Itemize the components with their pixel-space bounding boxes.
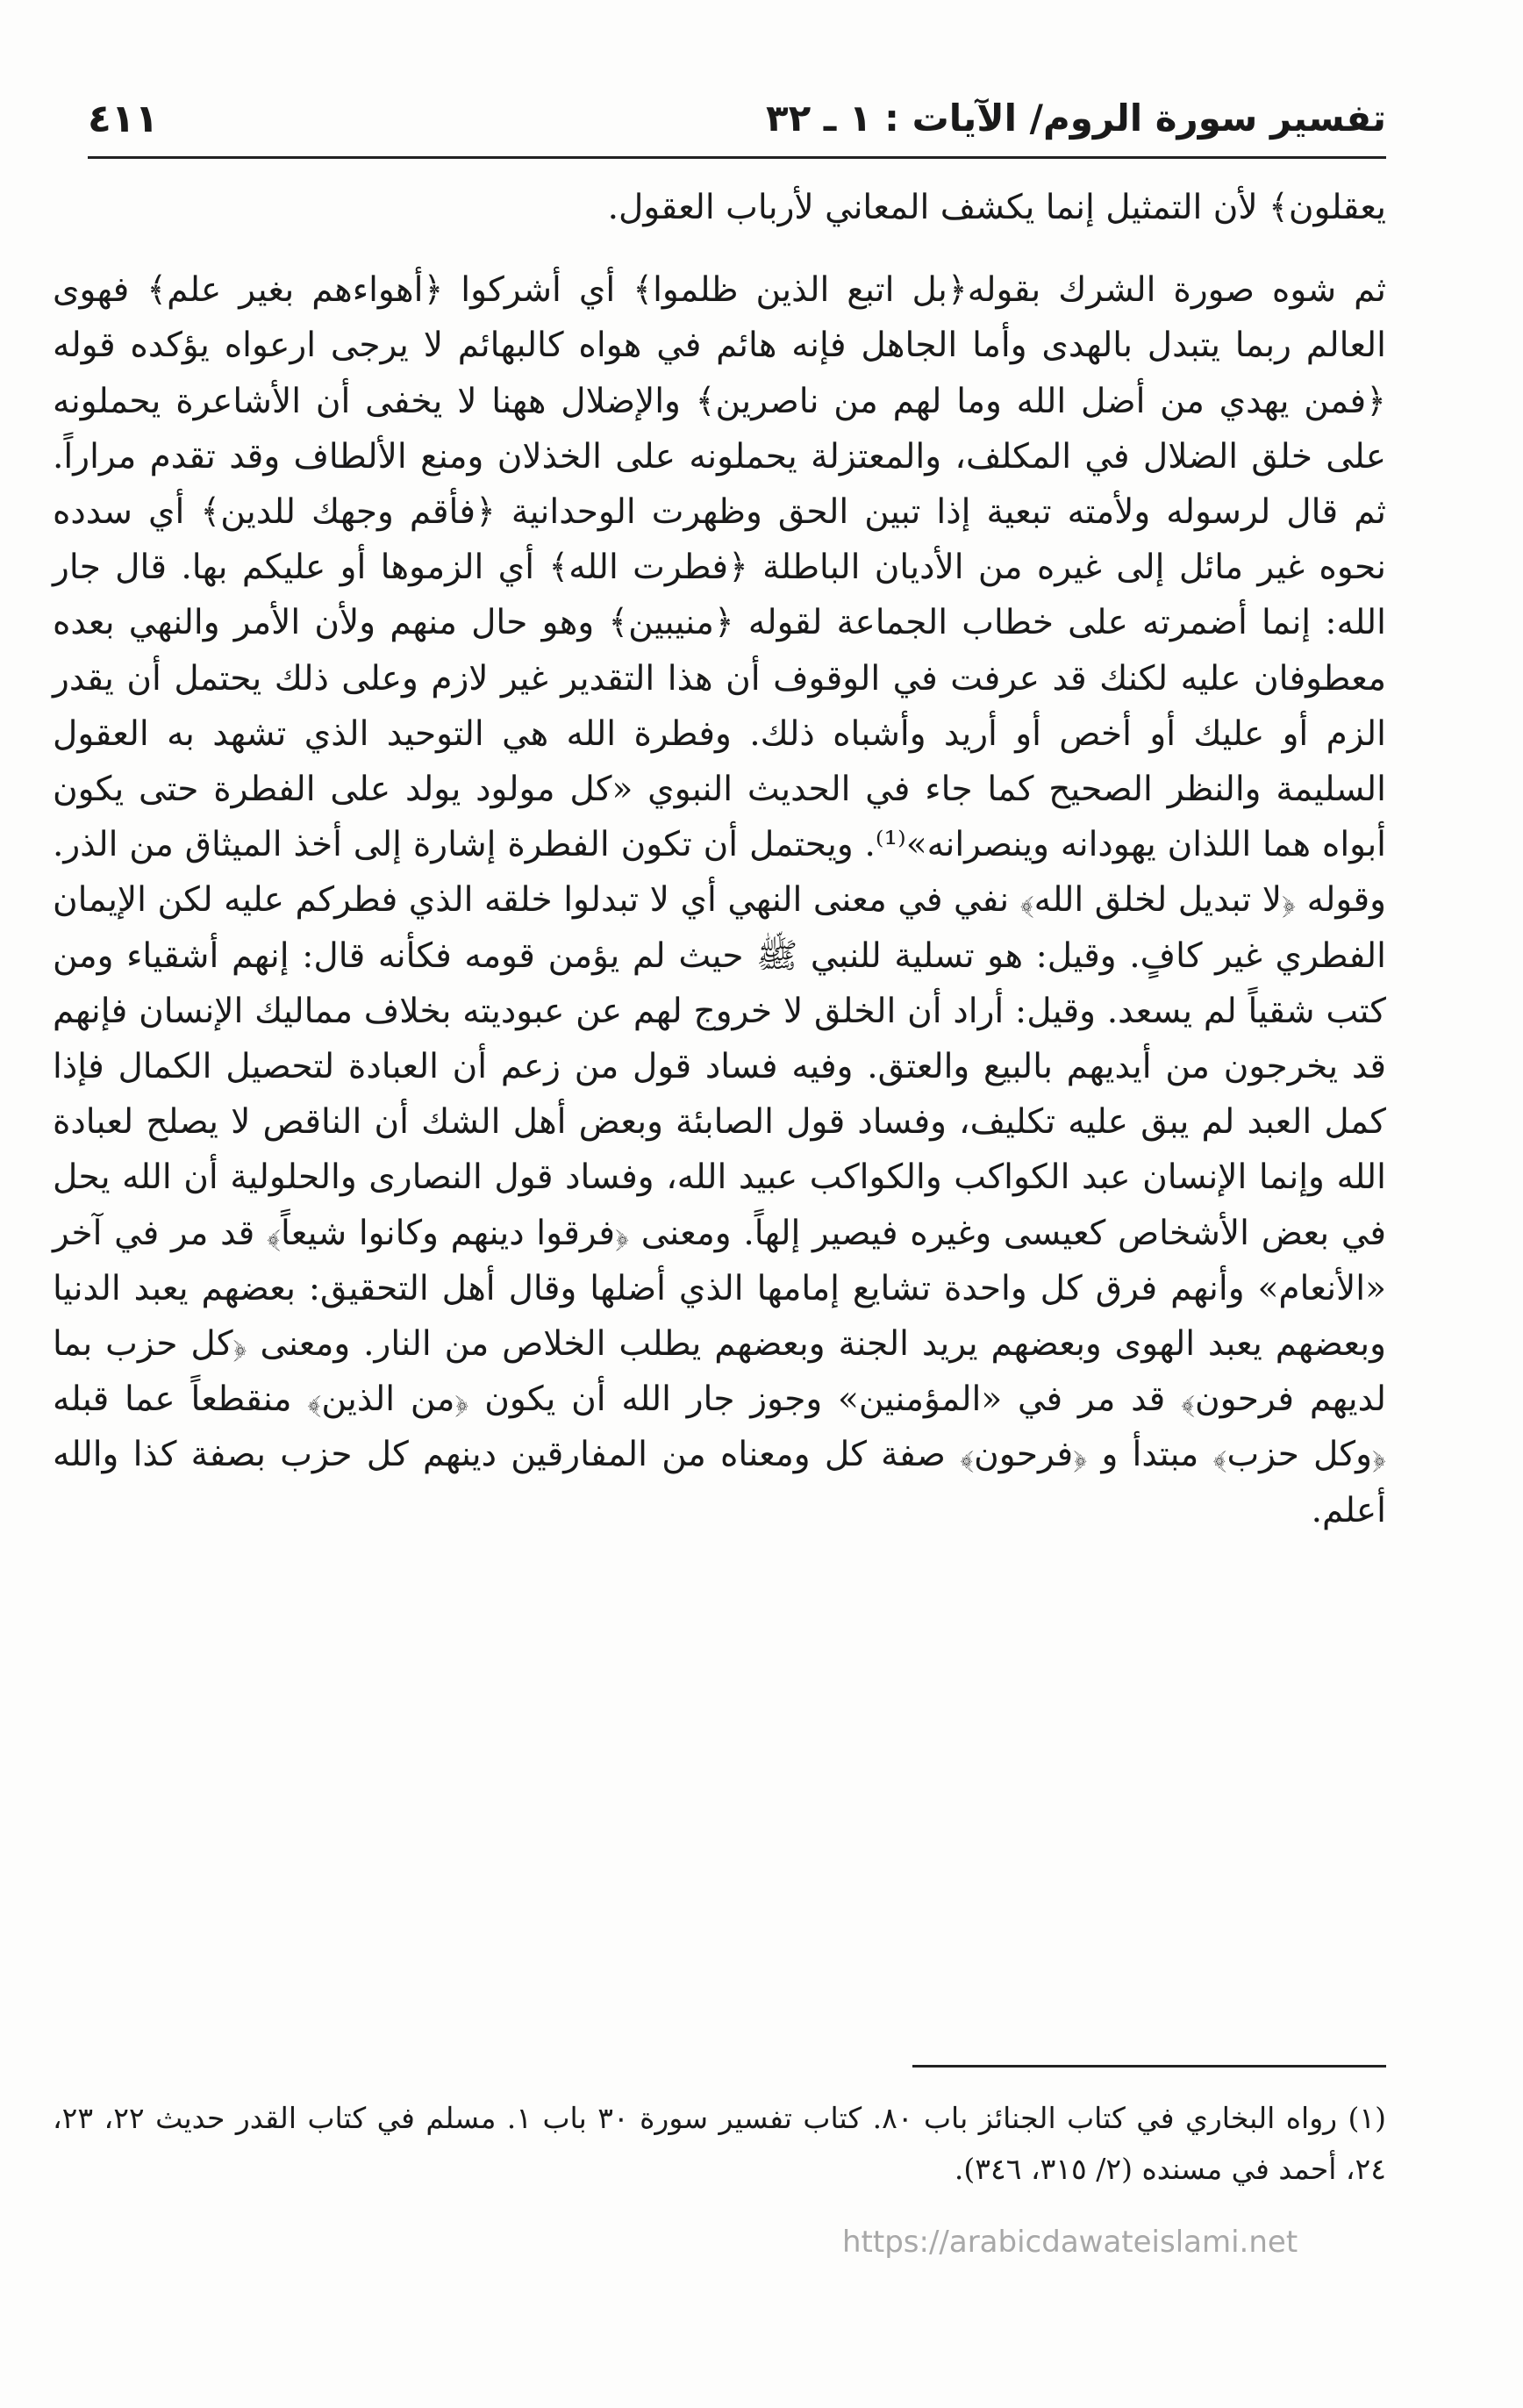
running-title: تفسير سورة الروم/ الآيات : ١ ـ ٣٢	[766, 97, 1386, 140]
header-rule	[88, 156, 1386, 159]
paragraph-main: ثم شوه صورة الشرك بقوله﴿بل اتبع الذين ظلموا﴾ أي أشركوا ﴿أهواءهم بغير علم﴾ فهوى العالم ربما يتبدل بالهدى وأما الجاهل فإنه هائم في هواه كالبهائم لا يرجى ارعواه يؤكده قوله ﴿فمن يهدي من أضل الله وما لهم من ناصرين﴾ والإضلال ههنا لا يخفى أن الأشاعرة يحملونه على خلق الضلال في المكلف، والمعتزلة يحملونه على الخذلان ومنع الألطاف وقد تقدم مراراً. ثم قال لرسوله ولأمته تبعية إذا تبين الحق وظهرت الوحدانية ﴿فأقم وجهك للدين﴾ أي سدده نحوه غير مائل إلى غيره من الأديان الباطلة ﴿فطرت الله﴾ أي الزموها أو عليكم بها. قال جار الله: إنما أضمرته على خطاب الجماعة لقوله ﴿منيبين﴾ وهو حال منهم ولأن الأمر والنهي بعده معطوفان عليه لكنك قد عرفت في الوقوف أن هذا التقدير غير لازم وعلى ذلك يحتمل أن يقدر الزم أو عليك أو أخص أو أريد وأشباه ذلك. وفطرة الله هي التوحيد الذي تشهد به العقول السليمة والنظر الصحيح كما جاء في الحديث النبوي «كل مولود يولد على الفطرة حتى يكون أبواه هما اللذان يهودانه وينصرانه»⁽¹⁾. ويحتمل أن تكون الفطرة إشارة إلى أخذ الميثاق من الذر. وقوله ﴿لا تبديل لخلق الله﴾ نفي في معنى النهي أي لا تبدلوا خلقه الذي فطركم عليه لكن الإيمان الفطري غير كافٍ. وقيل: هو تسلية للنبي ﷺ حيث لم يؤمن قومه فكأنه قال: إنهم أشقياء ومن كتب شقياً لم يسعد. وقيل: أراد أن الخلق لا خروج لهم عن عبوديته بخلاف مماليك الإنسان فإنهم قد يخرجون من أيديهم بالبيع والعتق. وفيه فساد قول من زعم أن العبادة لتحصيل الكمال فإذا كمل العبد لم يبق عليه تكليف، وفساد قول الصابئة وبعض أهل الشك أن الناقص لا يصلح لعبادة الله وإنما الإنسان عبد الكواكب والكواكب عبيد الله، وفساد قول النصارى والحلولية أن الله يحل في بعض الأشخاص كعيسى وغيره فيصير إلهاً. ومعنى ﴿فرقوا دينهم وكانوا شيعاً﴾ قد مر في آخر «الأنعام» وأنهم فرق كل واحدة تشايع إمامها الذي أضلها وقال أهل التحقيق: بعضهم يعبد الدنيا وبعضهم يعبد الهوى وبعضهم يريد الجنة وبعضهم يطلب الخلاص من النار. ومعنى ﴿كل حزب بما لديهم فرحون﴾ قد مر في «المؤمنين» وجوز جار الله أن يكون ﴿من الذين﴾ منقطعاً عما قبله ﴿وكل حزب﴾ مبتدأ و ﴿فرحون﴾ صفة كل ومعناه من المفارقين دينهم كل حزب بصفة كذا والله أعلم.	[53, 270, 1387, 1530]
paragraph-continuation: يعقلون﴾ لأن التمثيل إنما يكشف المعاني لأرباب العقول.	[607, 188, 1386, 227]
watermark-url[interactable]: https://arabicdawateislami.net	[842, 2225, 1298, 2260]
footnote-separator	[912, 2065, 1386, 2068]
main-text	[53, 180, 1386, 1538]
page-header	[88, 88, 1386, 158]
footnote-1: (١) رواه البخاري في كتاب الجنائز باب ٨٠. كتاب تفسير سورة ٣٠ باب ١. مسلم في كتاب القدر حديث ٢٢، ٢٣، ٢٤، أحمد في مسنده (٢/ ٣١٥، ٣٤٦).	[53, 2101, 1386, 2186]
page-number: ٤١١	[88, 97, 159, 141]
footnotes	[53, 2093, 1386, 2195]
